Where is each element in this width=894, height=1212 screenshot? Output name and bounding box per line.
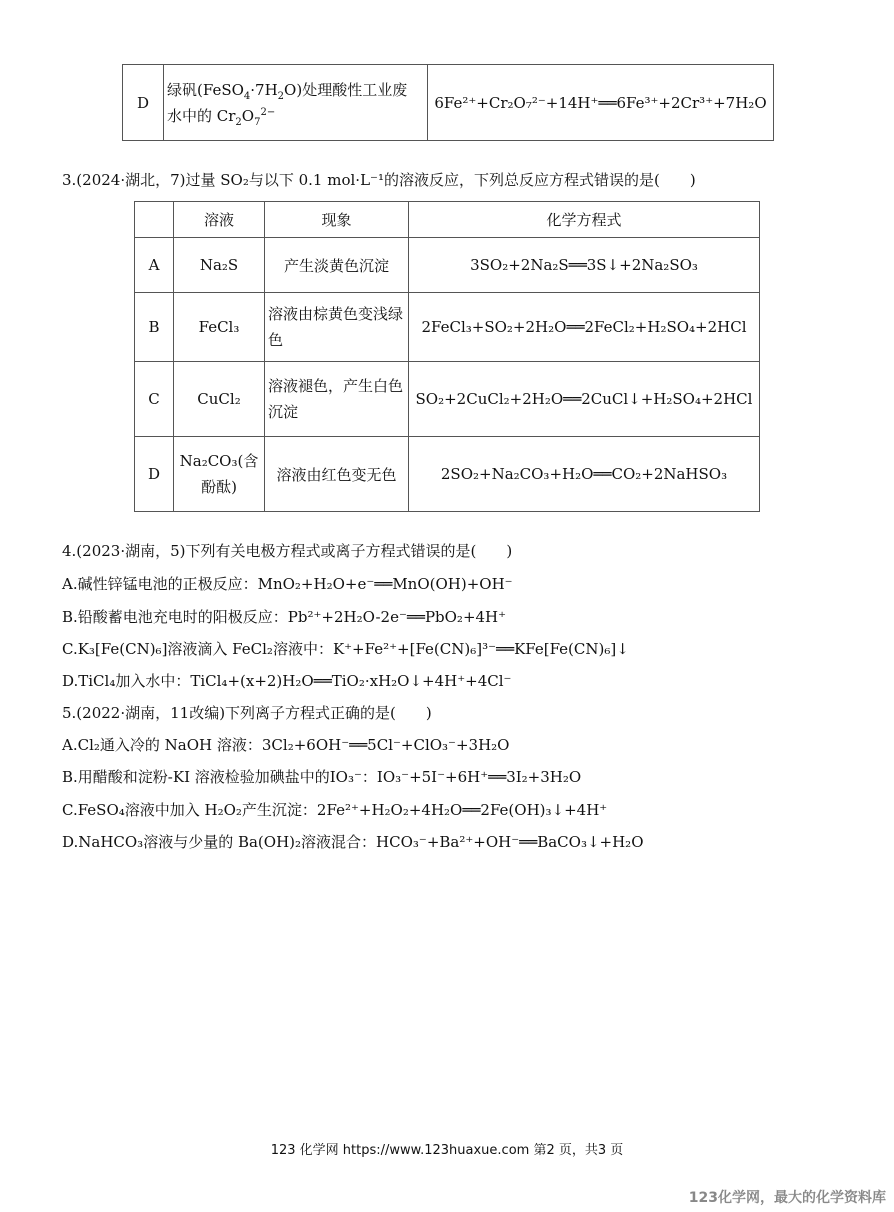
table-row [135,362,760,437]
row-phenomenon: 溶液由红色变无色 [265,437,409,512]
q5-option-a: A.Cl₂通入冷的 NaOH 溶液：3Cl₂+6OH⁻══5Cl⁻+ClO₃⁻+3H₂O [62,736,510,754]
top-table [122,64,774,141]
table-row [135,293,760,362]
q5-option-d: D.NaHCO₃溶液与少量的 Ba(OH)₂溶液混合：HCO₃⁻+Ba²⁺+OH⁻══BaCO₃↓+H₂O [62,833,644,851]
row-label: A [135,238,174,293]
row-solution: CuCl₂ [174,362,265,437]
q4-option-c: C.K₃[Fe(CN)₆]溶液滴入 FeCl₂溶液中：K⁺+Fe²⁺+[Fe(CN)₆]³⁻══KFe[Fe(CN)₆]↓ [62,640,629,658]
row-phenomenon: 溶液由棕黄色变浅绿色 [265,293,409,362]
q5-option-c: C.FeSO₄溶液中加入 H₂O₂产生沉淀：2Fe²⁺+H₂O₂+4H₂O══2Fe(OH)₃↓+4H⁺ [62,801,608,819]
desc-sup: 2− [260,106,276,118]
row-description [164,65,428,141]
row-label: C [135,362,174,437]
desc-sub: 2 [277,90,285,102]
table-row [123,65,774,141]
desc-sub: 7 [254,116,261,128]
header-cell: 化学方程式 [409,202,760,238]
desc-text: O)处理酸性工业废 [284,80,408,99]
page-footer: 123 化学网 https://www.123huaxue.com 第2 页，共3 页 [270,1143,624,1158]
row-label: B [135,293,174,362]
table-header-row [135,202,760,238]
q5-option-b: B.用醋酸和淀粉-KI 溶液检验加碘盐中的IO₃⁻：IO₃⁻+5I⁻+6H⁺══3I₂+3H₂O [62,768,582,786]
row-equation: 2FeCl₃+SO₂+2H₂O══2FeCl₂+H₂SO₄+2HCl [409,293,760,362]
q3-table [134,201,760,512]
row-label: D [135,437,174,512]
desc-text: ·7H [250,80,278,99]
header-cell [135,202,174,238]
row-phenomenon: 溶液褪色，产生白色沉淀 [265,362,409,437]
header-cell: 溶液 [174,202,265,238]
desc-sub: 4 [243,90,251,102]
q3-stem: 3.(2024·湖北，7)过量 SO₂与以下 0.1 mol·L⁻¹的溶液反应，下列总反应方程式错误的是( ) [62,171,696,189]
desc-sub: 2 [235,116,242,128]
table-row [135,238,760,293]
q4-option-d: D.TiCl₄加入水中：TiCl₄+(x+2)H₂O══TiO₂·xH₂O↓+4H⁺+4Cl⁻ [62,672,512,690]
table-row [135,437,760,512]
row-label: D [123,65,164,141]
desc-text: 绿矾(FeSO [167,80,244,99]
desc-text: 水中的 Cr [167,106,236,125]
row-equation: 3SO₂+2Na₂S══3S↓+2Na₂SO₃ [409,238,760,293]
row-equation: SO₂+2CuCl₂+2H₂O══2CuCl↓+H₂SO₄+2HCl [409,362,760,437]
row-solution: FeCl₃ [174,293,265,362]
q4-option-b: B.铅酸蓄电池充电时的阳极反应：Pb²⁺+2H₂O-2e⁻══PbO₂+4H⁺ [62,608,507,626]
desc-text: O [241,106,255,125]
row-solution: Na₂S [174,238,265,293]
q4-option-a: A.碱性锌锰电池的正极反应：MnO₂+H₂O+e⁻══MnO(OH)+OH⁻ [62,575,513,593]
row-phenomenon: 产生淡黄色沉淀 [265,238,409,293]
header-cell: 现象 [265,202,409,238]
row-solution: Na₂CO₃(含酚酞) [174,437,265,512]
q5-stem: 5.(2022·湖南，11改编)下列离子方程式正确的是( ) [62,704,432,722]
row-equation: 2SO₂+Na₂CO₃+H₂O══CO₂+2NaHSO₃ [409,437,760,512]
q4-stem: 4.(2023·湖南，5)下列有关电极方程式或离子方程式错误的是( ) [62,542,513,560]
watermark: 123化学网，最大的化学资料库 [688,1190,886,1206]
row-equation: 6Fe²⁺+Cr₂O₇²⁻+14H⁺══6Fe³⁺+2Cr³⁺+7H₂O [428,65,774,141]
